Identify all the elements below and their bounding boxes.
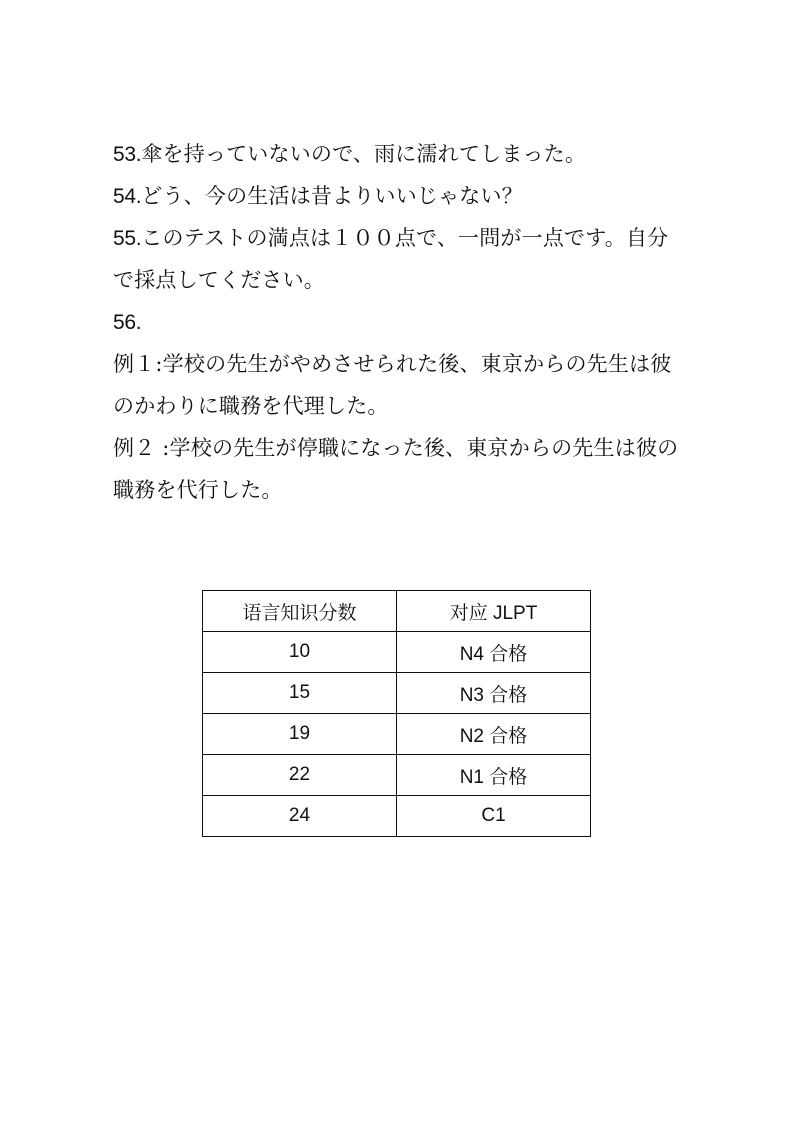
item-number: 55. xyxy=(113,227,142,250)
level-cell: N4 合格 xyxy=(397,632,591,673)
item-text: で採点してください。 xyxy=(113,268,325,292)
item-55 xyxy=(113,217,693,259)
item-text: 例２ :学校の先生が停職になった後、東京からの先生は彼の xyxy=(113,436,679,460)
item-55-continued xyxy=(113,259,693,301)
score-cell: 22 xyxy=(203,755,397,796)
item-number: 53. xyxy=(113,143,142,166)
item-number: 56. xyxy=(113,311,142,334)
item-54 xyxy=(113,175,693,217)
level-cell: N1 合格 xyxy=(397,755,591,796)
table-row xyxy=(203,632,591,673)
header-score: 语言知识分数 xyxy=(203,591,397,632)
score-cell: 10 xyxy=(203,632,397,673)
exercise-text xyxy=(113,133,693,511)
header-jlpt: 对应 JLPT xyxy=(397,591,591,632)
table-header-row xyxy=(203,591,591,632)
item-text: どう、今の生活は昔よりいいじゃない？ xyxy=(141,184,523,208)
level-cell: N3 合格 xyxy=(397,673,591,714)
table-row xyxy=(203,714,591,755)
example-1 xyxy=(113,343,693,385)
item-text: 例１:学校の先生がやめさせられた後、東京からの先生は彼 xyxy=(113,352,672,376)
example-2-continued xyxy=(113,469,693,511)
item-text: のかわりに職務を代理した。 xyxy=(113,394,389,418)
item-number: 54. xyxy=(113,185,142,208)
item-53 xyxy=(113,133,693,175)
example-2 xyxy=(113,427,693,469)
level-cell: C1 xyxy=(397,796,591,837)
score-table xyxy=(202,590,591,837)
level-cell: N2 合格 xyxy=(397,714,591,755)
table-row xyxy=(203,755,591,796)
table-row xyxy=(203,673,591,714)
table-row xyxy=(203,796,591,837)
item-56 xyxy=(113,301,693,343)
example-1-continued xyxy=(113,385,693,427)
score-cell: 15 xyxy=(203,673,397,714)
item-text: 職務を代行した。 xyxy=(113,478,283,502)
score-cell: 24 xyxy=(203,796,397,837)
item-text: このテストの満点は１００点で、一問が一点です。自分 xyxy=(141,226,669,250)
item-text: 傘を持っていないので、雨に濡れてしまった。 xyxy=(141,142,587,166)
score-cell: 19 xyxy=(203,714,397,755)
